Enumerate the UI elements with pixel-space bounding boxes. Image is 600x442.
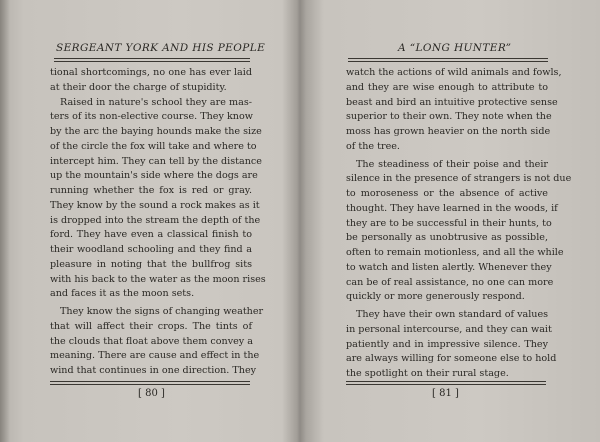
text-line: by the arc the baying hounds make the size xyxy=(50,126,262,137)
text-line: they are to be successful in their hunts, to xyxy=(346,217,552,229)
text-line: of the circle the fox will take and where to xyxy=(50,140,257,152)
right-page xyxy=(302,0,600,442)
left-header-rule xyxy=(54,58,250,59)
text-line: often to remain motionless, and all the while xyxy=(346,247,564,258)
text-line: watch the actions of wild animals and fowls, xyxy=(346,67,562,78)
text-line: moss has grown heavier on the north side xyxy=(346,126,551,137)
text-line: in personal intercourse, and they can wait xyxy=(346,323,552,335)
text-line: can be of real assistance, no one can more xyxy=(346,276,554,288)
text-line: They know by the sound a rock makes as it xyxy=(50,199,260,211)
text-line: silence in the presence of strangers is not due xyxy=(346,173,572,185)
text-line: and they are wise enough to attribute to xyxy=(346,81,548,93)
text-line: quickly or more generously respond. xyxy=(346,291,525,303)
text-line: beast and bird an intuitive protective sense xyxy=(346,96,558,108)
right-header-rule xyxy=(348,58,548,59)
text-line: The steadiness of their poise and their xyxy=(356,158,548,170)
text-line: meaning. There are cause and effect in the xyxy=(50,350,260,362)
right-page-number: [ 81 ] xyxy=(432,388,459,399)
left-running-head: SERGEANT YORK AND HIS PEOPLE xyxy=(56,42,266,54)
text-line: They have their own standard of values xyxy=(356,309,549,320)
text-line: tional shortcomings, no one has ever laid xyxy=(50,67,252,78)
text-line: wind that continues in one direction. They xyxy=(50,365,257,376)
text-line: patiently and in impressive silence. They xyxy=(346,338,548,350)
text-line: They know the signs of changing weather xyxy=(60,306,264,317)
left-header-rule-thin xyxy=(54,61,250,62)
right-header-rule-thin xyxy=(348,61,548,62)
right-body-text xyxy=(346,66,572,382)
text-line: their woodland schooling and they find a xyxy=(50,244,252,255)
text-line: be personally as unobtrusive as possible, xyxy=(346,232,548,244)
text-line: with his back to the water as the moon rises xyxy=(50,273,266,285)
text-line: to moroseness or the absence of active xyxy=(346,188,548,199)
text-line: pleasure in noting that the bullfrog sits xyxy=(50,258,252,270)
text-line: and faces it as the moon sets. xyxy=(50,288,195,300)
left-body-text xyxy=(50,66,266,379)
left-page-number: [ 80 ] xyxy=(138,388,165,399)
right-running-head: A “LONG HUNTER” xyxy=(398,42,512,54)
text-line: ford. They have even a classical finish to xyxy=(50,229,252,241)
text-line: of the tree. xyxy=(346,140,400,152)
text-line: that will affect their crops. The tints of xyxy=(50,320,252,332)
text-line: the clouds that float above them convey a xyxy=(50,335,253,347)
text-line: up the mountain's side where the dogs are xyxy=(50,170,258,182)
text-line: to watch and listen alertly. Whenever they xyxy=(346,261,552,273)
right-footer-rule-thin xyxy=(346,384,546,385)
text-line: the spotlight on their rural stage. xyxy=(346,368,509,379)
text-line: at their door the charge of stupidity. xyxy=(50,81,227,93)
text-line: thought. They have learned in the woods, if xyxy=(346,202,558,214)
left-footer-rule-thin xyxy=(50,384,250,385)
text-line: running whether the fox is red or gray. xyxy=(50,185,252,196)
text-line: is dropped into the stream the depth of the xyxy=(50,214,261,226)
right-footer-rule xyxy=(346,381,546,382)
text-line: Raised in nature's school they are mas- xyxy=(60,96,252,108)
text-line: are always willing for someone else to hold xyxy=(346,353,557,365)
text-line: ters of its non-elective course. They know xyxy=(50,111,253,123)
text-line: intercept him. They can tell by the distance xyxy=(50,155,262,167)
left-footer-rule xyxy=(50,381,250,382)
text-line: superior to their own. They note when the xyxy=(346,111,552,123)
